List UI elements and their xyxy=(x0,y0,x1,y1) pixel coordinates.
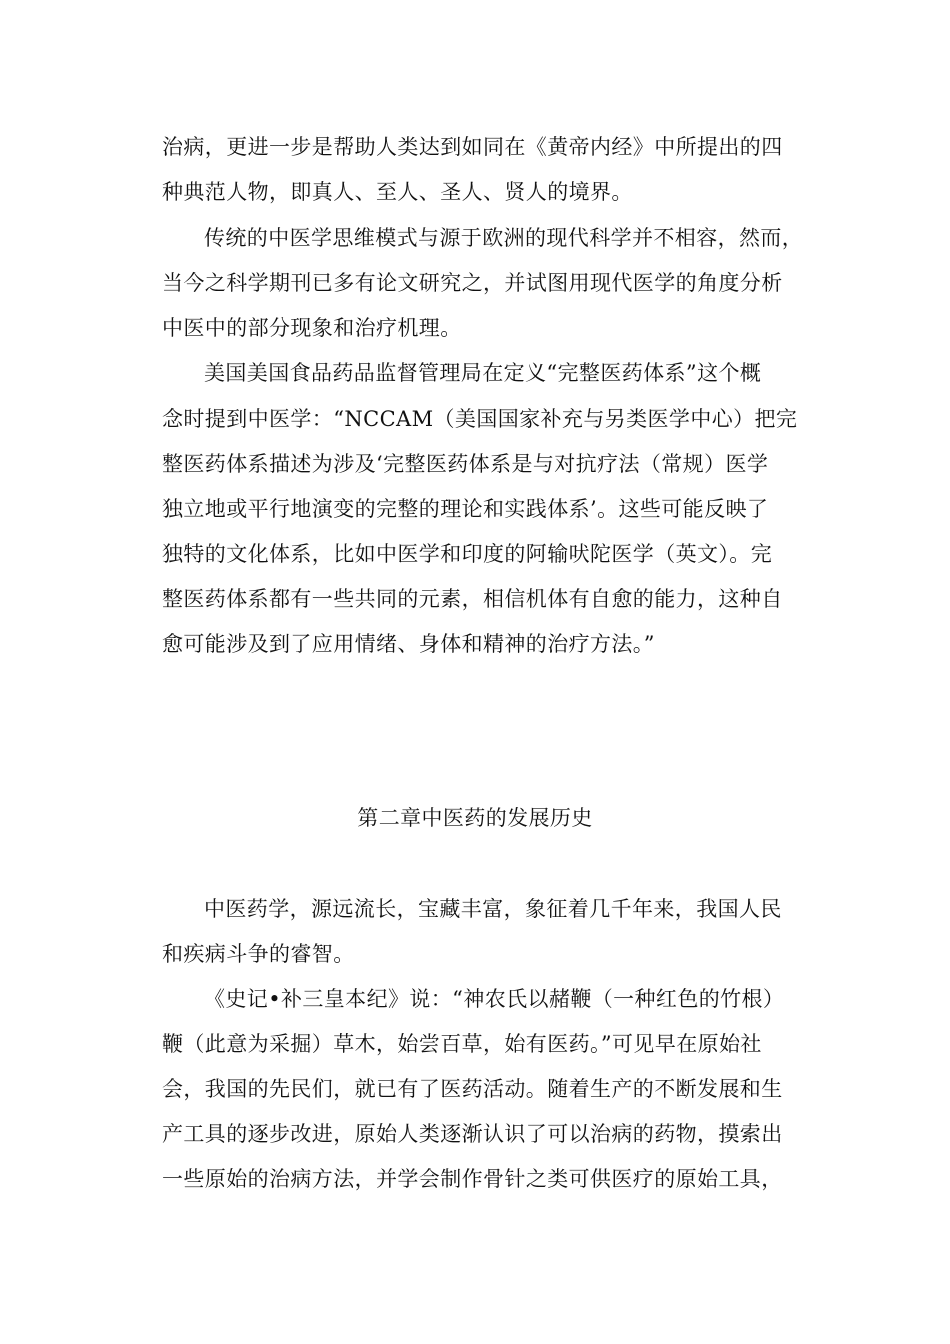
paragraph-5-line-2: 鞭（此意为采掘）草木，始尝百草，始有医药。”可见早在原始社 xyxy=(162,1032,762,1056)
paragraph-3-line-2: 念时提到中医学：“NCCAM（美国国家补充与另类医学中心）把完 xyxy=(162,407,798,431)
paragraph-4-line-1: 中医药学，源远流长，宝藏丰富，象征着几千年来，我国人民 xyxy=(204,897,782,921)
paragraph-2-line-2: 当今之科学期刊已多有论文研究之，并试图用现代医学的角度分析 xyxy=(162,271,783,295)
paragraph-3-line-4: 独立地或平行地演变的完整的理论和实践体系’。这些可能反映了 xyxy=(162,497,769,521)
paragraph-3-line-6: 整医药体系都有一些共同的元素，相信机体有自愈的能力，这种自 xyxy=(162,587,783,611)
paragraph-2-line-1: 传统的中医学思维模式与源于欧洲的现代科学并不相容，然而， xyxy=(204,226,804,250)
paragraph-4-line-2: 和疾病斗争的睿智。 xyxy=(162,942,355,966)
paragraph-3-line-7: 愈可能涉及到了应用情绪、身体和精神的治疗方法。” xyxy=(162,632,655,656)
paragraph-3-line-3: 整医药体系描述为涉及‘完整医药体系是与对抗疗法（常规）医学 xyxy=(162,452,769,476)
paragraph-5-line-3: 会，我国的先民们，就已有了医药活动。随着生产的不断发展和生 xyxy=(162,1077,783,1101)
paragraph-3-line-5: 独特的文化体系，比如中医学和印度的阿输吠陀医学（英文）。完 xyxy=(162,542,773,566)
paragraph-1-line-1: 治病，更进一步是帮助人类达到如同在《黄帝内经》中所提出的四 xyxy=(162,135,783,159)
paragraph-3-line-1: 美国美国食品药品监督管理局在定义“完整医药体系”这个概 xyxy=(204,361,762,385)
chapter-title: 第二章中医药的发展历史 xyxy=(357,806,593,830)
paragraph-5-line-1: 《史记•补三皇本纪》说：“神农氏以赭鞭（一种红色的竹根） xyxy=(204,987,785,1011)
paragraph-5-line-5: 一些原始的治病方法，并学会制作骨针之类可供医疗的原始工具， xyxy=(162,1167,783,1191)
paragraph-1-line-2: 种典范人物，即真人、至人、圣人、贤人的境界。 xyxy=(162,180,633,204)
paragraph-2-line-3: 中医中的部分现象和治疗机理。 xyxy=(162,316,462,340)
paragraph-5-line-4: 产工具的逐步改进，原始人类逐渐认识了可以治病的药物，摸索出 xyxy=(162,1122,783,1146)
